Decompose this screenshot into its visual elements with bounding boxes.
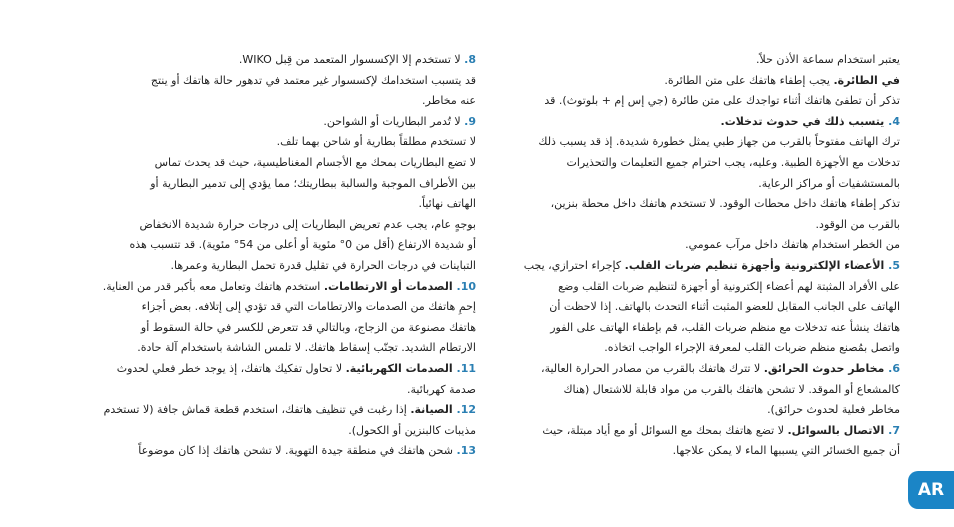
text-line bbox=[470, 153, 900, 174]
body-text: صدمة كهربائية. bbox=[407, 382, 476, 396]
body-text: لا تُدمر البطاريات أو الشواحن. bbox=[323, 114, 465, 128]
text-line bbox=[470, 441, 900, 462]
text-line bbox=[470, 50, 900, 71]
body-text: من الخطر استخدام هاتفك داخل مرآب عمومي. bbox=[685, 238, 900, 252]
body-text: مذيبات كالبنزين أو الكحول). bbox=[348, 423, 476, 437]
text-line bbox=[470, 359, 900, 380]
text-line bbox=[64, 318, 476, 339]
text-line bbox=[64, 421, 476, 442]
body-text: كإجراء احترازي، يجب bbox=[523, 258, 625, 272]
body-text: على الأفراد المثبتة لهم أعضاء إلكترونية أو أجهزة لتنظيم ضربات القلب وضع bbox=[558, 279, 900, 293]
text-line bbox=[470, 318, 900, 339]
text-line bbox=[470, 256, 900, 277]
body-text: لا تحاول تفكيك هاتفك، إذ يوجد خطر فعلي لحدوث bbox=[116, 361, 346, 375]
text-line bbox=[470, 174, 900, 195]
body-text: الهاتف نهائياً. bbox=[418, 197, 476, 211]
body-text: لا تترك هاتفك بالقرب من مصادر الحرارة العالية، bbox=[541, 361, 764, 375]
section-number: 11. bbox=[456, 361, 476, 375]
section-heading: يتسبب ذلك في حدوث تدخلات. bbox=[720, 114, 889, 128]
text-line bbox=[64, 71, 476, 92]
body-text: هاتفك ينشأ عنه تدخلات مع منظم ضربات القلب، قم بإطفاء الهاتف على الفور bbox=[550, 320, 900, 334]
text-line bbox=[470, 215, 900, 236]
body-text: يجب إطفاء هاتفك على متن الطائرة. bbox=[664, 73, 834, 87]
body-text: كالمشعاع أو الموقد. لا تشحن هاتفك بالقرب من مواد قابلة للاشتعال (هناك bbox=[563, 382, 900, 396]
text-line bbox=[470, 91, 900, 112]
body-text: لا تضع البطاريات بمحك مع الأجسام المغناطيسية، حيث قد يحدث تماس bbox=[154, 155, 476, 169]
text-line bbox=[64, 112, 476, 133]
text-line bbox=[64, 215, 476, 236]
section-number: 5. bbox=[888, 258, 900, 272]
section-heading: في الطائرة. bbox=[833, 73, 900, 87]
body-text: ترك الهاتف مفتوحاً بالقرب من جهاز طبي يمثل خطورة شديدة. إذ قد يسبب ذلك bbox=[538, 135, 900, 149]
section-number: 12. bbox=[456, 403, 476, 417]
body-text: بين الأطراف الموجبة والسالبة ببطاريتك؛ مما يؤدي إلى تدمير البطارية أو bbox=[150, 176, 476, 190]
body-text: لا تضع هاتفك بمحك مع السوائل أو مع أياد مبتلة، حيث bbox=[542, 423, 788, 437]
text-line bbox=[64, 256, 476, 277]
body-text: واتصل بمُصنع منظم ضربات القلب لمعرفة الإجراء الواجب اتخاذه. bbox=[604, 341, 900, 355]
body-text: لا تستخدم إلا الإكسسوار المتعمد من قِبل WIKO. bbox=[238, 53, 465, 66]
text-line bbox=[64, 338, 476, 359]
text-line bbox=[64, 194, 476, 215]
body-text: هاتفك مصنوعة من الزجاج، وبالتالي قد تتعرض للكسر في حالة السقوط أو bbox=[140, 320, 476, 334]
text-line bbox=[64, 50, 476, 71]
section-heading: الصيانة. bbox=[410, 403, 457, 417]
section-heading: الأعضاء الإلكترونية وأجهزة تنظيم ضربات القلب. bbox=[624, 258, 889, 272]
text-line bbox=[64, 174, 476, 195]
body-text: بالمستشفيات أو مراكز الرعاية. bbox=[758, 176, 900, 190]
section-heading: الصدمات الكهربائية. bbox=[345, 361, 457, 375]
section-heading: الاتصال بالسوائل. bbox=[787, 423, 889, 437]
text-line bbox=[470, 297, 900, 318]
body-text: يعتبر استخدام سماعة الأذن حلاً. bbox=[756, 53, 900, 66]
body-text: قد يتسبب استخدامك لإكسسوار غير معتمد في تدهور حالة هاتفك أو ينتج bbox=[150, 73, 476, 87]
body-text: تذكر إطفاء هاتفك داخل محطات الوقود. لا تستخدم هاتفك داخل محطة بنزين، bbox=[550, 197, 900, 211]
body-text: مخاطر فعلية لحدوث حرائق). bbox=[767, 403, 900, 417]
section-number: 8. bbox=[464, 53, 476, 66]
text-line bbox=[470, 277, 900, 298]
section-number: 7. bbox=[888, 423, 900, 437]
body-text: الهاتف على الجانب المقابل للعضو المثبت أثناء التحدث بالهاتف. إذا لاحظت أن bbox=[549, 300, 900, 314]
section-number: 4. bbox=[888, 114, 900, 128]
text-line bbox=[64, 297, 476, 318]
body-text: تذكر أن تطفئ هاتفك أثناء تواجدك على متن طائرة (جي إس إم + بلوتوث). قد bbox=[544, 94, 900, 108]
section-heading: مخاطر حدوث الحرائق. bbox=[763, 361, 889, 375]
text-line bbox=[470, 194, 900, 215]
text-line bbox=[64, 441, 476, 462]
body-text: أو شديدة الارتفاع (أقل من 0° مئوية أو أعلى من 54° مئوية). قد تتسبب هذه bbox=[129, 238, 476, 252]
body-text: شحن هاتفك في منطقة جيدة التهوية. لا تشحن هاتفك إذا كان موضوعاً bbox=[138, 444, 457, 458]
body-text: الارتطام الشديد. تجنّب إسقاط هاتفك. لا تلمس الشاشة باستخدام آلة حادة. bbox=[137, 341, 476, 355]
right-text-column bbox=[470, 50, 900, 462]
body-text: استخدم هاتفك وتعامل معه بأكبر قدر من العناية. bbox=[102, 279, 324, 293]
text-line bbox=[470, 71, 900, 92]
text-line bbox=[64, 235, 476, 256]
section-number: 13. bbox=[456, 444, 476, 458]
section-number: 9. bbox=[464, 114, 476, 128]
section-heading: الصدمات أو الارتطامات. bbox=[323, 279, 457, 293]
text-line bbox=[470, 400, 900, 421]
body-text: أن جميع الخسائر التي يسببها الماء لا يمكن علاجها. bbox=[672, 444, 900, 458]
text-line bbox=[470, 338, 900, 359]
body-text: بوجهٍ عام، يجب عدم تعريض البطاريات إلى درجات حرارة شديدة الانخفاض bbox=[139, 217, 476, 231]
text-line bbox=[64, 380, 476, 401]
text-line bbox=[64, 277, 476, 298]
section-number: 10. bbox=[456, 279, 476, 293]
language-badge: AR bbox=[908, 471, 954, 509]
body-text: إحمِ هاتفك من الصدمات والارتطامات التي قد تؤدي إلى إتلافه. بعض أجزاء bbox=[141, 300, 476, 314]
text-line bbox=[64, 400, 476, 421]
text-line bbox=[64, 153, 476, 174]
body-text: تدخلات مع الأجهزة الطبية. وعليه، يجب احترام جميع التعليمات والتحذيرات bbox=[566, 155, 900, 169]
text-line bbox=[470, 132, 900, 153]
body-text: لا تستخدم مطلقاً بطارية أو شاحن بهما تلف. bbox=[276, 135, 476, 149]
text-line bbox=[470, 235, 900, 256]
body-text: التباينات في درجات الحرارة في تقليل قدرة تحمل البطارية وعمرها. bbox=[170, 258, 476, 272]
section-number: 6. bbox=[888, 361, 900, 375]
body-text: عنه مخاطر. bbox=[422, 94, 476, 108]
text-line bbox=[64, 132, 476, 153]
text-line bbox=[470, 421, 900, 442]
body-text: بالقرب من الوقود. bbox=[815, 217, 900, 231]
text-line bbox=[470, 112, 900, 133]
text-line bbox=[64, 359, 476, 380]
body-text: إذا رغبت في تنظيف هاتفك، استخدم قطعة قماش جافة (لا تستخدم bbox=[103, 403, 411, 417]
left-text-column bbox=[64, 50, 476, 462]
text-line bbox=[64, 91, 476, 112]
text-line bbox=[470, 380, 900, 401]
